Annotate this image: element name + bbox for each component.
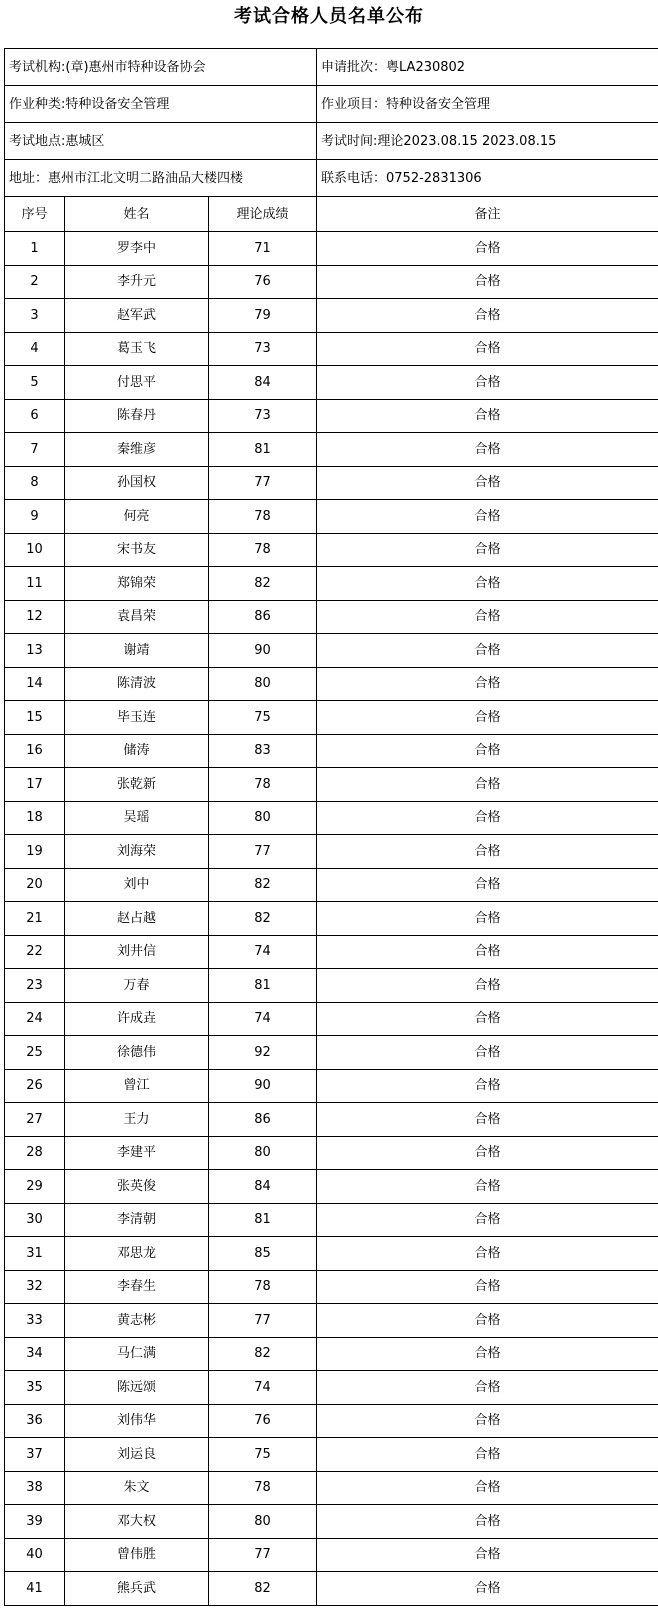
row-score: 82 [209, 567, 317, 601]
row-number: 35 [5, 1371, 65, 1405]
table-row [5, 1002, 658, 1036]
row-score: 84 [209, 1170, 317, 1204]
table-row [5, 1471, 658, 1505]
row-remark: 合格 [317, 1170, 658, 1204]
row-name: 付思平 [65, 366, 209, 400]
row-number: 22 [5, 935, 65, 969]
row-score: 78 [209, 1471, 317, 1505]
row-name: 万春 [65, 969, 209, 1003]
row-remark: 合格 [317, 299, 658, 333]
row-remark: 合格 [317, 935, 658, 969]
row-remark: 合格 [317, 232, 658, 266]
row-remark: 合格 [317, 701, 658, 735]
column-header-remark: 备注 [317, 197, 658, 232]
row-name: 张乾新 [65, 768, 209, 802]
row-score: 73 [209, 332, 317, 366]
row-number: 17 [5, 768, 65, 802]
table-row [5, 835, 658, 869]
row-name: 袁昌荣 [65, 600, 209, 634]
table-row [5, 1371, 658, 1405]
row-name: 何亮 [65, 500, 209, 534]
row-number: 24 [5, 1002, 65, 1036]
row-score: 80 [209, 1505, 317, 1539]
table-row [5, 1404, 658, 1438]
row-number: 38 [5, 1471, 65, 1505]
row-number: 13 [5, 634, 65, 668]
table-row [5, 1136, 658, 1170]
table-row [5, 332, 658, 366]
result-table [4, 48, 658, 1606]
table-row [5, 969, 658, 1003]
row-name: 李清朝 [65, 1203, 209, 1237]
row-name: 邓大权 [65, 1505, 209, 1539]
row-remark: 合格 [317, 1572, 658, 1606]
row-name: 孙国权 [65, 466, 209, 500]
work-project: 作业项目：特种设备安全管理 [317, 86, 658, 123]
row-name: 徐德伟 [65, 1036, 209, 1070]
row-remark: 合格 [317, 667, 658, 701]
exam-location: 考试地点:惠城区 [5, 123, 317, 160]
row-remark: 合格 [317, 634, 658, 668]
table-row [5, 1505, 658, 1539]
row-name: 罗李中 [65, 232, 209, 266]
row-remark: 合格 [317, 801, 658, 835]
row-name: 曾伟胜 [65, 1538, 209, 1572]
info-row-address [5, 160, 658, 197]
row-number: 36 [5, 1404, 65, 1438]
row-name: 陈清波 [65, 667, 209, 701]
table-row [5, 768, 658, 802]
row-remark: 合格 [317, 969, 658, 1003]
row-number: 37 [5, 1438, 65, 1472]
row-name: 宋书友 [65, 533, 209, 567]
row-number: 40 [5, 1538, 65, 1572]
row-number: 12 [5, 600, 65, 634]
row-remark: 合格 [317, 1036, 658, 1070]
row-remark: 合格 [317, 332, 658, 366]
table-row [5, 500, 658, 534]
row-number: 32 [5, 1270, 65, 1304]
row-remark: 合格 [317, 567, 658, 601]
row-remark: 合格 [317, 1404, 658, 1438]
row-score: 74 [209, 1002, 317, 1036]
table-row [5, 466, 658, 500]
row-number: 10 [5, 533, 65, 567]
row-name: 毕玉连 [65, 701, 209, 735]
table-row [5, 1572, 658, 1606]
table-row [5, 701, 658, 735]
table-body [5, 49, 658, 1606]
row-score: 71 [209, 232, 317, 266]
row-remark: 合格 [317, 1136, 658, 1170]
row-number: 33 [5, 1304, 65, 1338]
row-name: 刘伟华 [65, 1404, 209, 1438]
table-row [5, 265, 658, 299]
work-category: 作业种类:特种设备安全管理 [5, 86, 317, 123]
table-row [5, 1237, 658, 1271]
page-title: 考试合格人员名单公布 [234, 6, 424, 27]
table-row [5, 902, 658, 936]
row-name: 许成垚 [65, 1002, 209, 1036]
exam-org: 考试机构:(章)惠州市特种设备协会 [5, 49, 317, 86]
row-score: 75 [209, 1438, 317, 1472]
row-score: 86 [209, 600, 317, 634]
row-score: 85 [209, 1237, 317, 1271]
table-row [5, 734, 658, 768]
table-row [5, 299, 658, 333]
row-remark: 合格 [317, 1304, 658, 1338]
table-row [5, 634, 658, 668]
table-row [5, 366, 658, 400]
row-name: 马仁满 [65, 1337, 209, 1371]
row-remark: 合格 [317, 1103, 658, 1137]
row-score: 77 [209, 466, 317, 500]
row-number: 27 [5, 1103, 65, 1137]
row-score: 82 [209, 1337, 317, 1371]
column-header-name: 姓名 [65, 197, 209, 232]
row-remark: 合格 [317, 500, 658, 534]
table-row [5, 1069, 658, 1103]
row-number: 25 [5, 1036, 65, 1070]
row-remark: 合格 [317, 399, 658, 433]
row-remark: 合格 [317, 1438, 658, 1472]
row-name: 陈春丹 [65, 399, 209, 433]
row-name: 郑锦荣 [65, 567, 209, 601]
row-number: 21 [5, 902, 65, 936]
row-remark: 合格 [317, 533, 658, 567]
table-row [5, 600, 658, 634]
row-score: 79 [209, 299, 317, 333]
row-score: 82 [209, 902, 317, 936]
row-number: 4 [5, 332, 65, 366]
row-remark: 合格 [317, 1237, 658, 1271]
row-remark: 合格 [317, 1203, 658, 1237]
row-score: 82 [209, 1572, 317, 1606]
row-remark: 合格 [317, 1002, 658, 1036]
table-header-row [5, 197, 658, 232]
row-score: 78 [209, 768, 317, 802]
table-row [5, 232, 658, 266]
row-name: 刘海荣 [65, 835, 209, 869]
row-remark: 合格 [317, 1069, 658, 1103]
table-row [5, 1538, 658, 1572]
row-remark: 合格 [317, 600, 658, 634]
row-name: 邓思龙 [65, 1237, 209, 1271]
row-number: 29 [5, 1170, 65, 1204]
row-score: 84 [209, 366, 317, 400]
row-number: 20 [5, 868, 65, 902]
row-score: 78 [209, 500, 317, 534]
row-number: 7 [5, 433, 65, 467]
row-remark: 合格 [317, 366, 658, 400]
table-row [5, 1103, 658, 1137]
table-row [5, 399, 658, 433]
row-remark: 合格 [317, 1270, 658, 1304]
row-number: 23 [5, 969, 65, 1003]
row-score: 92 [209, 1036, 317, 1070]
row-remark: 合格 [317, 433, 658, 467]
row-name: 刘井信 [65, 935, 209, 969]
row-remark: 合格 [317, 835, 658, 869]
row-number: 39 [5, 1505, 65, 1539]
row-number: 1 [5, 232, 65, 266]
row-score: 74 [209, 935, 317, 969]
row-remark: 合格 [317, 1505, 658, 1539]
row-score: 73 [209, 399, 317, 433]
row-number: 34 [5, 1337, 65, 1371]
row-score: 80 [209, 1136, 317, 1170]
row-remark: 合格 [317, 734, 658, 768]
row-remark: 合格 [317, 1471, 658, 1505]
table-row [5, 1304, 658, 1338]
column-header-score: 理论成绩 [209, 197, 317, 232]
row-name: 吴瑶 [65, 801, 209, 835]
address: 地址：惠州市江北文明二路油品大楼四楼 [5, 160, 317, 197]
row-name: 李升元 [65, 265, 209, 299]
row-number: 30 [5, 1203, 65, 1237]
row-score: 75 [209, 701, 317, 735]
table-row [5, 1203, 658, 1237]
row-score: 77 [209, 1538, 317, 1572]
row-score: 76 [209, 265, 317, 299]
row-name: 秦维彦 [65, 433, 209, 467]
table-row [5, 567, 658, 601]
row-name: 刘运良 [65, 1438, 209, 1472]
row-number: 6 [5, 399, 65, 433]
row-score: 90 [209, 634, 317, 668]
row-number: 41 [5, 1572, 65, 1606]
row-score: 81 [209, 433, 317, 467]
table-row [5, 533, 658, 567]
row-name: 葛玉飞 [65, 332, 209, 366]
row-number: 8 [5, 466, 65, 500]
row-number: 11 [5, 567, 65, 601]
row-score: 78 [209, 533, 317, 567]
row-score: 80 [209, 801, 317, 835]
table-row [5, 667, 658, 701]
row-name: 李建平 [65, 1136, 209, 1170]
row-score: 86 [209, 1103, 317, 1137]
row-score: 81 [209, 1203, 317, 1237]
row-remark: 合格 [317, 466, 658, 500]
table-row [5, 1270, 658, 1304]
table-row [5, 935, 658, 969]
row-number: 18 [5, 801, 65, 835]
row-remark: 合格 [317, 902, 658, 936]
exam-time: 考试时间:理论2023.08.15 2023.08.15 [317, 123, 658, 160]
row-number: 5 [5, 366, 65, 400]
row-name: 熊兵武 [65, 1572, 209, 1606]
row-number: 3 [5, 299, 65, 333]
row-remark: 合格 [317, 1538, 658, 1572]
table-row [5, 433, 658, 467]
row-score: 74 [209, 1371, 317, 1405]
row-number: 26 [5, 1069, 65, 1103]
table-row [5, 1438, 658, 1472]
table-row [5, 868, 658, 902]
row-score: 76 [209, 1404, 317, 1438]
row-score: 90 [209, 1069, 317, 1103]
info-row-category [5, 86, 658, 123]
row-name: 赵占越 [65, 902, 209, 936]
row-number: 14 [5, 667, 65, 701]
info-row-org [5, 49, 658, 86]
row-name: 王力 [65, 1103, 209, 1137]
row-name: 李春生 [65, 1270, 209, 1304]
row-score: 78 [209, 1270, 317, 1304]
row-remark: 合格 [317, 1371, 658, 1405]
row-score: 77 [209, 1304, 317, 1338]
row-number: 19 [5, 835, 65, 869]
column-header-no: 序号 [5, 197, 65, 232]
row-number: 2 [5, 265, 65, 299]
row-remark: 合格 [317, 1337, 658, 1371]
row-score: 83 [209, 734, 317, 768]
row-score: 82 [209, 868, 317, 902]
row-name: 朱文 [65, 1471, 209, 1505]
row-score: 81 [209, 969, 317, 1003]
row-remark: 合格 [317, 265, 658, 299]
row-number: 9 [5, 500, 65, 534]
row-name: 赵军武 [65, 299, 209, 333]
row-number: 16 [5, 734, 65, 768]
row-remark: 合格 [317, 868, 658, 902]
row-name: 曾江 [65, 1069, 209, 1103]
contact-phone: 联系电话：0752-2831306 [317, 160, 658, 197]
table-row [5, 1337, 658, 1371]
row-score: 77 [209, 835, 317, 869]
table-row [5, 801, 658, 835]
apply-batch: 申请批次：粤LA230802 [317, 49, 658, 86]
row-name: 陈远颂 [65, 1371, 209, 1405]
row-number: 15 [5, 701, 65, 735]
row-number: 28 [5, 1136, 65, 1170]
row-number: 31 [5, 1237, 65, 1271]
row-name: 张英俊 [65, 1170, 209, 1204]
row-name: 储涛 [65, 734, 209, 768]
row-name: 刘中 [65, 868, 209, 902]
row-score: 80 [209, 667, 317, 701]
row-name: 谢靖 [65, 634, 209, 668]
table-row [5, 1170, 658, 1204]
table-row [5, 1036, 658, 1070]
row-remark: 合格 [317, 768, 658, 802]
row-name: 黄志彬 [65, 1304, 209, 1338]
info-row-location [5, 123, 658, 160]
